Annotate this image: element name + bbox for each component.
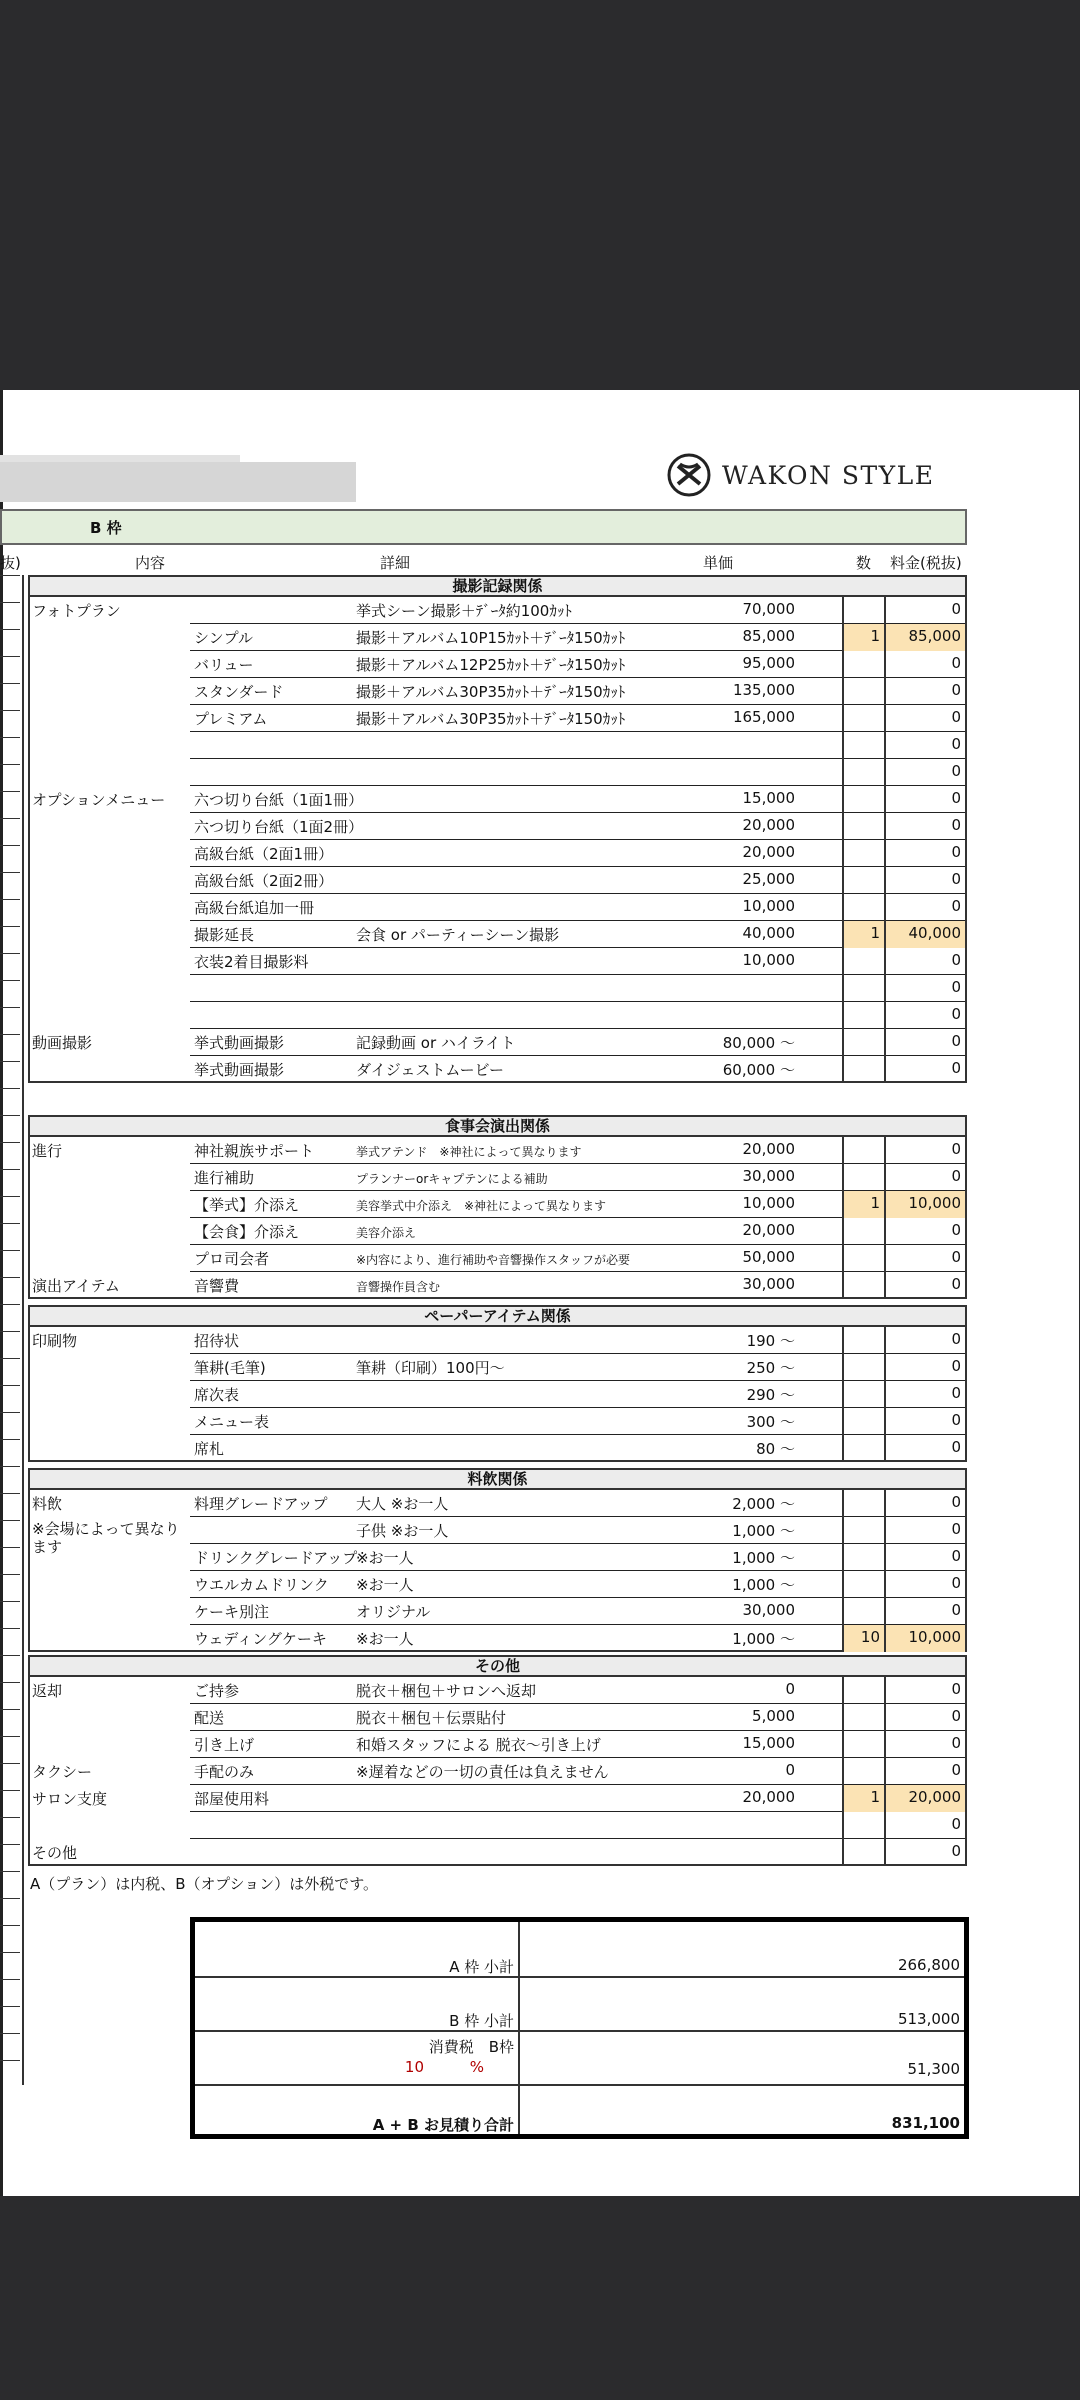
row-amount: 0 <box>951 1005 961 1023</box>
row-qty[interactable] <box>842 867 886 894</box>
row-qty[interactable] <box>842 1704 886 1731</box>
row-qty[interactable] <box>842 678 886 705</box>
table-row <box>30 1381 965 1408</box>
row-unit-price: 40,000 <box>742 924 795 942</box>
row-qty[interactable] <box>842 732 886 759</box>
row-amount: 0 <box>951 789 961 807</box>
row-detail: 美容挙式中介添え ※神社によって異なります <box>356 1199 607 1213</box>
section-header: 撮影記録関係 <box>28 575 967 597</box>
row-qty[interactable] <box>842 1029 886 1056</box>
row-detail: 記録動画 or ハイライト <box>356 1034 516 1052</box>
row-unit-price: 20,000 <box>742 816 795 834</box>
row-amount: 0 <box>951 654 961 672</box>
col-detail: 詳細 <box>380 554 411 572</box>
row-category: その他 <box>32 1844 78 1862</box>
row-detail: 挙式アテンド ※神社によって異なります <box>356 1145 582 1159</box>
row-unit-price: 0 <box>785 1761 795 1779</box>
row-detail: 会食 or パーティーシーン撮影 <box>356 926 560 944</box>
row-qty[interactable]: 1 <box>842 624 886 651</box>
table-row <box>30 1191 965 1218</box>
row-item: シンプル <box>194 629 254 647</box>
crossed-fans-logo-icon <box>666 452 712 498</box>
row-unit-price: 20,000 <box>742 1221 795 1239</box>
table-row <box>30 1272 965 1299</box>
row-qty[interactable] <box>842 1245 886 1272</box>
row-qty[interactable]: 1 <box>842 1785 886 1812</box>
table-row <box>30 1677 965 1704</box>
row-unit-price: 25,000 <box>742 870 795 888</box>
row-amount: 0 <box>951 1574 961 1592</box>
col-fragment: 抜) <box>0 554 21 572</box>
row-qty[interactable] <box>842 1758 886 1785</box>
row-unit-price: 85,000 <box>742 627 795 645</box>
row-detail: 撮影＋アルバム30P35ｶｯﾄ＋ﾃﾞｰﾀ150ｶｯﾄ <box>356 710 626 728</box>
row-qty[interactable] <box>842 1381 886 1408</box>
row-amount: 40,000 <box>886 921 965 948</box>
row-item: 料理グレードアップ <box>194 1495 328 1513</box>
row-qty[interactable] <box>842 597 886 624</box>
section-header: ペーパーアイテム関係 <box>28 1305 967 1327</box>
row-item: ドリンクグレードアップ <box>194 1549 358 1567</box>
row-item: 引き上げ <box>194 1736 255 1754</box>
row-item: 高級台紙追加一冊 <box>194 899 315 917</box>
redacted-title <box>0 462 356 502</box>
row-qty[interactable] <box>842 786 886 813</box>
row-item: 音響費 <box>194 1277 240 1295</box>
row-qty[interactable] <box>842 1839 886 1866</box>
row-unit-price: 0 <box>785 1680 795 1698</box>
row-unit-price: 50,000 <box>742 1248 795 1266</box>
row-amount: 0 <box>951 1140 961 1158</box>
row-qty[interactable]: 1 <box>842 921 886 948</box>
row-detail: 挙式シーン撮影＋ﾃﾞｰﾀ約100ｶｯﾄ <box>356 602 572 620</box>
tax-rate: 10 <box>404 2058 424 2076</box>
row-item: メニュー表 <box>194 1413 270 1431</box>
row-item: 招待状 <box>194 1332 240 1350</box>
table-row <box>30 1571 965 1598</box>
row-item: 高級台紙（2面2冊） <box>194 872 334 890</box>
row-item: ウェディングケーキ <box>194 1630 327 1648</box>
row-amount: 0 <box>951 1357 961 1375</box>
table-row <box>30 1002 965 1029</box>
row-amount: 10,000 <box>886 1191 965 1218</box>
tax-note: A（プラン）は内税、B（オプション）は外税です。 <box>30 1875 379 1893</box>
row-item: 進行補助 <box>194 1169 255 1187</box>
row-detail: オリジナル <box>356 1603 431 1621</box>
row-item: ウエルカムドリンク <box>194 1576 329 1594</box>
table-row <box>30 1029 965 1056</box>
table-row <box>30 597 965 624</box>
row-item: スタンダード <box>194 683 284 701</box>
row-qty[interactable] <box>842 948 886 975</box>
row-amount: 0 <box>951 978 961 996</box>
table-row <box>30 1731 965 1758</box>
row-item: 【会食】介添え <box>194 1223 300 1241</box>
table-row <box>30 1758 965 1785</box>
row-unit-price: 10,000 <box>742 1194 795 1212</box>
row-amount: 0 <box>951 1032 961 1050</box>
row-unit-price: 95,000 <box>742 654 795 672</box>
row-amount: 0 <box>951 951 961 969</box>
row-amount: 0 <box>951 1384 961 1402</box>
row-detail: 撮影＋アルバム10P15ｶｯﾄ＋ﾃﾞｰﾀ150ｶｯﾄ <box>356 629 626 647</box>
row-amount: 0 <box>951 897 961 915</box>
table-row <box>30 975 965 1002</box>
row-qty[interactable] <box>842 1571 886 1598</box>
row-qty[interactable] <box>842 1731 886 1758</box>
grand-total-value: 831,100 <box>891 2114 960 2132</box>
row-amount: 0 <box>951 1248 961 1266</box>
row-unit-price: 80,000 ～ <box>722 1034 795 1052</box>
row-amount: 0 <box>951 1761 961 1779</box>
row-unit-price: 5,000 <box>752 1707 795 1725</box>
row-category: 動画撮影 <box>32 1034 93 1052</box>
row-unit-price: 70,000 <box>742 600 795 618</box>
frame-header <box>0 509 967 545</box>
row-qty[interactable] <box>842 1164 886 1191</box>
row-unit-price: 20,000 <box>742 1788 795 1806</box>
row-item: 撮影延長 <box>194 926 255 944</box>
row-qty[interactable] <box>842 1327 886 1354</box>
col-unit-price: 単価 <box>703 554 734 572</box>
tax-unit: % <box>469 2058 484 2076</box>
row-detail: ※お一人 <box>356 1549 414 1567</box>
row-unit-price: 60,000 ～ <box>722 1061 795 1079</box>
row-amount: 0 <box>951 762 961 780</box>
row-category: 進行 <box>32 1142 63 1160</box>
row-item: 配送 <box>194 1709 225 1727</box>
table-row <box>30 1517 965 1556</box>
row-unit-price: 1,000 ～ <box>732 1522 795 1540</box>
row-item: ご持参 <box>194 1682 240 1700</box>
table-row <box>30 1490 965 1517</box>
table-row <box>30 948 965 975</box>
row-detail: ※遅着などの一切の責任は負えません <box>356 1763 609 1781</box>
table-row <box>30 813 965 840</box>
row-amount: 0 <box>951 1167 961 1185</box>
row-category: 料飲 <box>32 1495 63 1513</box>
row-qty[interactable] <box>842 1002 886 1029</box>
brand-name: WAKON STYLE <box>722 460 935 490</box>
row-qty[interactable] <box>842 840 886 867</box>
row-item: 六つ切り台紙（1面1冊） <box>194 791 364 809</box>
row-amount: 0 <box>951 1520 961 1538</box>
table-row <box>30 624 965 651</box>
table-row <box>30 1408 965 1435</box>
row-item: プロ司会者 <box>194 1250 270 1268</box>
row-qty[interactable] <box>842 813 886 840</box>
row-amount: 0 <box>951 1601 961 1619</box>
row-amount: 0 <box>951 816 961 834</box>
row-unit-price: 2,000 ～ <box>732 1495 795 1513</box>
row-item: 【挙式】介添え <box>194 1196 300 1214</box>
subtotal-b-value: 513,000 <box>897 2010 960 2028</box>
row-item: プレミアム <box>194 710 268 728</box>
table-row <box>30 678 965 705</box>
row-item: 席次表 <box>194 1386 240 1404</box>
row-qty[interactable] <box>842 1490 886 1517</box>
row-item: 手配のみ <box>194 1763 255 1781</box>
brand-logo <box>666 452 934 498</box>
table-row <box>30 1218 965 1245</box>
row-item: 六つ切り台紙（1面2冊） <box>194 818 364 836</box>
row-amount: 0 <box>951 1680 961 1698</box>
row-amount: 10,000 <box>886 1625 965 1652</box>
row-detail: 脱衣＋梱包＋伝票貼付 <box>356 1709 507 1727</box>
row-amount: 0 <box>951 1815 961 1833</box>
table-row <box>30 921 965 948</box>
row-qty[interactable] <box>842 1517 886 1544</box>
row-category: 返却 <box>32 1682 63 1700</box>
row-unit-price: 300 ～ <box>746 1413 795 1431</box>
row-unit-price: 250 ～ <box>746 1359 795 1377</box>
row-amount: 85,000 <box>886 624 965 651</box>
row-detail: プランナーorキャプテンによる補助 <box>356 1172 548 1186</box>
row-detail: ※お一人 <box>356 1630 414 1648</box>
row-amount: 0 <box>951 1493 961 1511</box>
row-detail: 筆耕（印刷）100円～ <box>356 1359 505 1377</box>
row-unit-price: 290 ～ <box>746 1386 795 1404</box>
row-category: フォトプラン <box>32 602 121 620</box>
row-item: バリュー <box>194 656 254 674</box>
table-row <box>30 867 965 894</box>
row-detail: 大人 ※お一人 <box>356 1495 449 1513</box>
row-amount: 0 <box>951 1707 961 1725</box>
row-amount: 0 <box>951 1059 961 1077</box>
row-qty[interactable] <box>842 1137 886 1164</box>
totals-box <box>190 1917 969 2139</box>
col-amount: 料金(税抜) <box>890 554 962 572</box>
row-qty[interactable] <box>842 1272 886 1299</box>
row-qty[interactable] <box>842 651 886 678</box>
row-item: 衣装2着目撮影料 <box>194 953 309 971</box>
tax-label: 消費税 B枠 <box>428 2038 514 2056</box>
row-amount: 0 <box>951 1842 961 1860</box>
row-item: 神社親族サポート <box>194 1142 315 1160</box>
row-item: 高級台紙（2面1冊） <box>194 845 334 863</box>
table-row <box>30 1812 965 1839</box>
row-unit-price: 15,000 <box>742 1734 795 1752</box>
subtotal-a-value: 266,800 <box>897 1956 960 1974</box>
row-unit-price: 20,000 <box>742 843 795 861</box>
row-amount: 0 <box>951 843 961 861</box>
row-amount: 0 <box>951 870 961 888</box>
row-qty[interactable] <box>842 1408 886 1435</box>
section-body <box>28 1137 967 1299</box>
table-row <box>30 1544 965 1571</box>
row-amount: 0 <box>951 1438 961 1456</box>
row-unit-price: 15,000 <box>742 789 795 807</box>
table-row <box>30 1164 965 1191</box>
table-row <box>30 1625 965 1652</box>
row-amount: 0 <box>951 1734 961 1752</box>
subtotal-b-label: B 枠 小計 <box>449 2012 514 2030</box>
row-qty[interactable] <box>842 1677 886 1704</box>
row-detail: ※お一人 <box>356 1576 414 1594</box>
row-qty[interactable] <box>842 894 886 921</box>
row-unit-price: 1,000 ～ <box>732 1630 795 1648</box>
row-amount: 0 <box>951 600 961 618</box>
row-unit-price: 10,000 <box>742 897 795 915</box>
row-amount: 0 <box>951 681 961 699</box>
table-row <box>30 1704 965 1731</box>
row-item: 筆耕(毛筆) <box>194 1359 266 1377</box>
section-header: その他 <box>28 1655 967 1677</box>
table-row <box>30 732 965 759</box>
row-item: 席札 <box>194 1440 225 1458</box>
table-row <box>30 786 965 813</box>
table-row <box>30 1839 965 1866</box>
row-item: 挙式動画撮影 <box>194 1034 285 1052</box>
grand-total-label: A + B お見積り合計 <box>372 2116 514 2134</box>
row-unit-price: 20,000 <box>742 1140 795 1158</box>
table-row <box>30 1598 965 1625</box>
row-amount: 20,000 <box>886 1785 965 1812</box>
row-amount: 0 <box>951 1275 961 1293</box>
row-qty[interactable] <box>842 1544 886 1571</box>
row-qty[interactable] <box>842 1218 886 1245</box>
col-content: 内容 <box>135 554 166 572</box>
row-detail: 脱衣＋梱包＋サロンへ返却 <box>356 1682 537 1700</box>
row-item: 部屋使用料 <box>194 1790 270 1808</box>
row-qty[interactable] <box>842 1598 886 1625</box>
frame-a-edge-column <box>0 575 24 2085</box>
row-amount: 0 <box>951 1411 961 1429</box>
row-qty[interactable] <box>842 1812 886 1839</box>
row-amount: 0 <box>951 1330 961 1348</box>
row-qty[interactable] <box>842 1435 886 1462</box>
section-body <box>28 1490 967 1652</box>
row-category: ※会場によって異なります <box>32 1520 180 1556</box>
section-header: 食事会演出関係 <box>28 1115 967 1137</box>
row-amount: 0 <box>951 1221 961 1239</box>
row-detail: ダイジェストムービー <box>356 1061 505 1079</box>
table-row <box>30 1056 965 1083</box>
row-detail: 子供 ※お一人 <box>356 1522 449 1540</box>
row-detail: 音響操作員含む <box>356 1280 441 1294</box>
row-unit-price: 135,000 <box>732 681 795 699</box>
section-header: 料飲関係 <box>28 1468 967 1490</box>
table-row <box>30 651 965 678</box>
table-row <box>30 1245 965 1272</box>
table-row <box>30 705 965 732</box>
row-item: 挙式動画撮影 <box>194 1061 285 1079</box>
row-qty[interactable] <box>842 759 886 786</box>
row-qty[interactable] <box>842 975 886 1002</box>
row-detail: ※内容により、進行補助や音響操作スタッフが必要 <box>356 1253 631 1267</box>
row-category: オプションメニュー <box>32 791 166 809</box>
row-item: ケーキ別注 <box>194 1603 270 1621</box>
row-qty[interactable] <box>842 1354 886 1381</box>
row-category: タクシー <box>32 1763 93 1781</box>
table-row <box>30 1435 965 1462</box>
table-row <box>30 1354 965 1381</box>
row-category: 演出アイテム <box>32 1277 120 1295</box>
table-row <box>30 1137 965 1164</box>
row-detail: 美容介添え <box>356 1226 417 1240</box>
section-body <box>28 1327 967 1462</box>
row-detail: 撮影＋アルバム12P25ｶｯﾄ＋ﾃﾞｰﾀ150ｶｯﾄ <box>356 656 626 674</box>
section-body <box>28 1677 967 1866</box>
row-unit-price: 1,000 ～ <box>732 1549 795 1567</box>
row-unit-price: 10,000 <box>742 951 795 969</box>
tax-value: 51,300 <box>907 2060 960 2078</box>
table-row <box>30 894 965 921</box>
row-unit-price: 30,000 <box>742 1601 795 1619</box>
row-amount: 0 <box>951 708 961 726</box>
row-unit-price: 190 ～ <box>746 1332 795 1350</box>
row-unit-price: 30,000 <box>742 1275 795 1293</box>
row-qty[interactable]: 10 <box>842 1625 886 1652</box>
col-qty: 数 <box>856 554 872 572</box>
table-row <box>30 759 965 786</box>
table-row <box>30 1785 965 1812</box>
row-category: サロン支度 <box>32 1790 108 1808</box>
row-category: 印刷物 <box>32 1332 78 1350</box>
table-row <box>30 840 965 867</box>
row-detail: 撮影＋アルバム30P35ｶｯﾄ＋ﾃﾞｰﾀ150ｶｯﾄ <box>356 683 626 701</box>
row-unit-price: 30,000 <box>742 1167 795 1185</box>
row-qty[interactable] <box>842 1056 886 1083</box>
row-unit-price: 1,000 ～ <box>732 1576 795 1594</box>
row-qty[interactable] <box>842 705 886 732</box>
section-body <box>28 597 967 1083</box>
row-detail: 和婚スタッフによる 脱衣～引き上げ <box>356 1736 601 1754</box>
row-unit-price: 80 ～ <box>756 1440 795 1458</box>
row-amount: 0 <box>951 1547 961 1565</box>
table-row <box>30 1327 965 1354</box>
row-amount: 0 <box>951 735 961 753</box>
row-qty[interactable]: 1 <box>842 1191 886 1218</box>
frame-label: B 枠 <box>90 519 122 537</box>
subtotal-a-label: A 枠 小計 <box>449 1958 514 1976</box>
row-unit-price: 165,000 <box>732 708 795 726</box>
